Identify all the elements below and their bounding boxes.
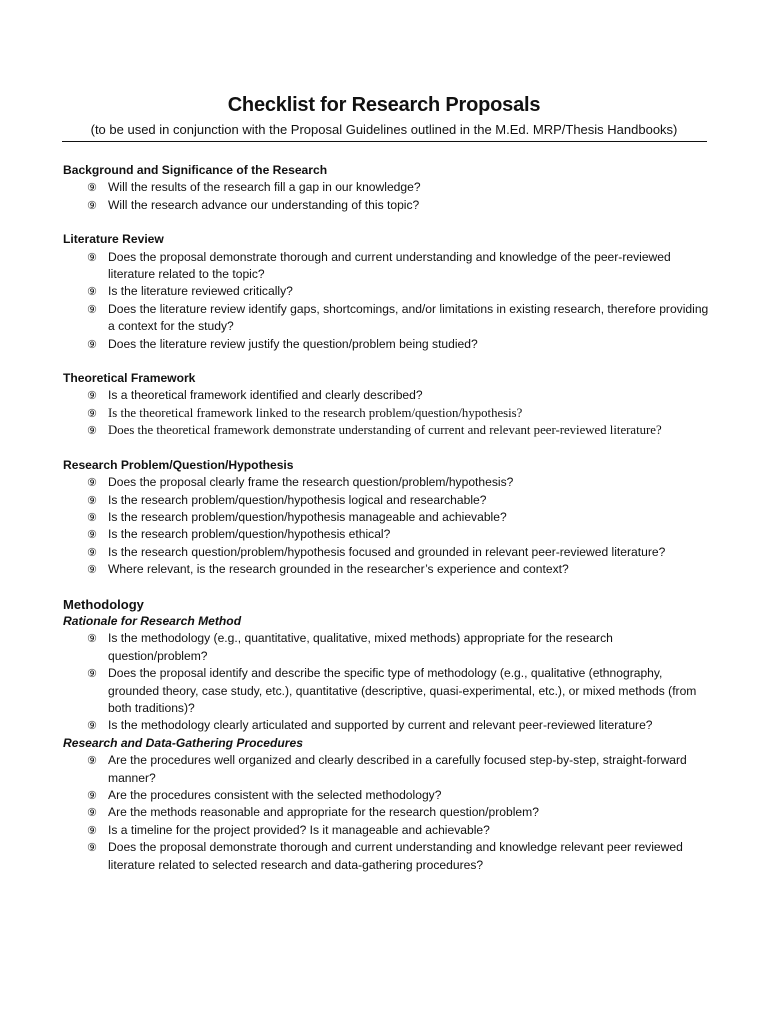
checklist-item-text: Is a theoretical framework identified and clearly described? xyxy=(108,388,423,403)
checklist-item-text: Does the literature review identify gaps, shortcomings, and/or limitations in existing research, therefore providing a context for the study? xyxy=(108,301,709,334)
checklist-item xyxy=(87,179,713,196)
section-methodology xyxy=(63,596,713,875)
checklist-item xyxy=(87,197,713,214)
checkmark-bullet-icon: ⑨ xyxy=(87,806,97,820)
checklist-item-text: Is the research problem/question/hypothesis ethical? xyxy=(108,527,391,542)
checklist-item xyxy=(87,526,713,543)
section-heading: Methodology xyxy=(63,596,144,612)
checklist xyxy=(63,387,713,439)
checkmark-bullet-icon: ⑨ xyxy=(87,563,97,577)
checkmark-bullet-icon: ⑨ xyxy=(87,285,97,299)
checklist-item-text: Is the research question/problem/hypothesis focused and grounded in relevant peer-reviewed literature? xyxy=(108,544,666,559)
checklist-item-text: Is the literature reviewed critically? xyxy=(108,284,293,299)
checklist-item xyxy=(87,787,713,804)
checklist xyxy=(63,630,713,734)
checkmark-bullet-icon: ⑨ xyxy=(87,337,97,351)
section-literature-review xyxy=(63,231,713,353)
checklist-item-text: Does the literature review justify the question/problem being studied? xyxy=(108,336,478,351)
checklist-item-text: Is the research problem/question/hypothesis logical and researchable? xyxy=(108,492,487,507)
checkmark-bullet-icon: ⑨ xyxy=(87,667,97,681)
checklist-item xyxy=(87,492,713,509)
checkmark-bullet-icon: ⑨ xyxy=(87,719,97,733)
subsection-heading: Rationale for Research Method xyxy=(63,613,242,628)
checklist-item xyxy=(87,717,713,734)
checklist xyxy=(63,179,713,214)
checklist-item xyxy=(87,630,713,665)
checklist-item xyxy=(87,336,713,353)
checkmark-bullet-icon: ⑨ xyxy=(87,198,97,212)
checklist-item-text: Is the methodology clearly articulated and supported by current and relevant peer-reviewed literature? xyxy=(108,718,653,733)
checklist-item xyxy=(87,544,713,561)
section-heading: Theoretical Framework xyxy=(63,371,196,386)
checkmark-bullet-icon: ⑨ xyxy=(87,632,97,646)
section-heading: Literature Review xyxy=(63,232,164,247)
checklist-item xyxy=(87,665,713,717)
checklist-item xyxy=(87,301,713,336)
checkmark-bullet-icon: ⑨ xyxy=(87,510,97,524)
checkmark-bullet-icon: ⑨ xyxy=(87,302,97,316)
checkmark-bullet-icon: ⑨ xyxy=(87,181,97,195)
checklist-item-text: Does the proposal demonstrate thorough and current understanding and knowledge of the peer-reviewed literature related to the topic? xyxy=(108,249,671,282)
checkmark-bullet-icon: ⑨ xyxy=(87,841,97,855)
checklist-item-text: Are the procedures well organized and clearly described in a carefully focused step-by-step, straight-forward manner? xyxy=(108,753,687,785)
subsection-heading: Research and Data-Gathering Procedures xyxy=(63,735,303,750)
checkmark-bullet-icon: ⑨ xyxy=(87,250,97,264)
checkmark-bullet-icon: ⑨ xyxy=(87,389,97,403)
checkmark-bullet-icon: ⑨ xyxy=(87,789,97,802)
checklist-item xyxy=(87,804,713,821)
checkmark-bullet-icon: ⑨ xyxy=(87,424,97,438)
checklist-item xyxy=(87,509,713,526)
checklist-item-text: Are the procedures consistent with the selected methodology? xyxy=(108,788,442,802)
checklist-item-text: Will the research advance our understanding of this topic? xyxy=(108,197,420,212)
checkmark-bullet-icon: ⑨ xyxy=(87,493,97,507)
checklist-item xyxy=(87,822,713,839)
checklist xyxy=(63,249,713,353)
document-subtitle: (to be used in conjunction with the Proposal Guidelines outlined in the M.Ed. MRP/Thesis Handbooks) xyxy=(90,122,678,137)
checklist-item xyxy=(87,561,713,578)
section-research-problem xyxy=(63,457,713,579)
checklist-item-text: Where relevant, is the research grounded in the researcher’s experience and context? xyxy=(108,562,569,577)
checklist-item xyxy=(87,387,713,404)
section-heading: Background and Significance of the Research xyxy=(63,163,328,177)
checklist-item-text: Are the methods reasonable and appropriate for the research question/problem? xyxy=(108,805,539,820)
checkmark-bullet-icon: ⑨ xyxy=(87,754,97,768)
checklist-item xyxy=(87,249,713,284)
section-background xyxy=(63,162,713,214)
title-divider xyxy=(62,141,707,142)
checklist xyxy=(63,474,713,578)
checklist-item-text: Is the methodology (e.g., quantitative, qualitative, mixed methods) appropriate for the research question/problem? xyxy=(108,631,613,663)
checklist xyxy=(63,752,713,874)
checklist-item-text: Is the theoretical framework linked to the research problem/question/hypothesis? xyxy=(108,405,523,420)
checklist-item xyxy=(87,405,713,422)
checkmark-bullet-icon: ⑨ xyxy=(87,545,97,559)
checkmark-bullet-icon: ⑨ xyxy=(87,406,97,420)
checklist-item-text: Is a timeline for the project provided? Is it manageable and achievable? xyxy=(108,822,490,837)
checklist-item xyxy=(87,752,713,787)
section-heading: Research Problem/Question/Hypothesis xyxy=(63,457,294,472)
checklist-content xyxy=(63,162,713,874)
checklist-item xyxy=(87,839,713,874)
checklist-item-text: Does the proposal identify and describe the specific type of methodology (e.g., qualitative (ethnography, grounded theory, case study, etc.), quantitative (descriptive, quasi-experimental, etc.), or mixed methods (from both traditions)? xyxy=(108,666,697,715)
checklist-item-text: Will the results of the research fill a gap in our knowledge? xyxy=(108,180,421,195)
checklist-item-text: Does the theoretical framework demonstrate understanding of current and relevant peer-reviewed literature? xyxy=(108,423,662,438)
checkmark-bullet-icon: ⑨ xyxy=(87,528,97,542)
checklist-item xyxy=(87,283,713,300)
checklist-item xyxy=(87,474,713,491)
document-title: Checklist for Research Proposals xyxy=(227,94,541,116)
section-theoretical-framework xyxy=(63,370,713,440)
checkmark-bullet-icon: ⑨ xyxy=(87,823,97,837)
checklist-item xyxy=(87,422,713,439)
checklist-item-text: Does the proposal clearly frame the research question/problem/hypothesis? xyxy=(108,475,514,490)
checklist-item-text: Does the proposal demonstrate thorough and current understanding and knowledge relevant peer reviewed literature related to selected research and data-gathering procedures? xyxy=(108,840,683,872)
checklist-item-text: Is the research problem/question/hypothesis manageable and achievable? xyxy=(108,509,507,524)
checkmark-bullet-icon: ⑨ xyxy=(87,476,97,490)
